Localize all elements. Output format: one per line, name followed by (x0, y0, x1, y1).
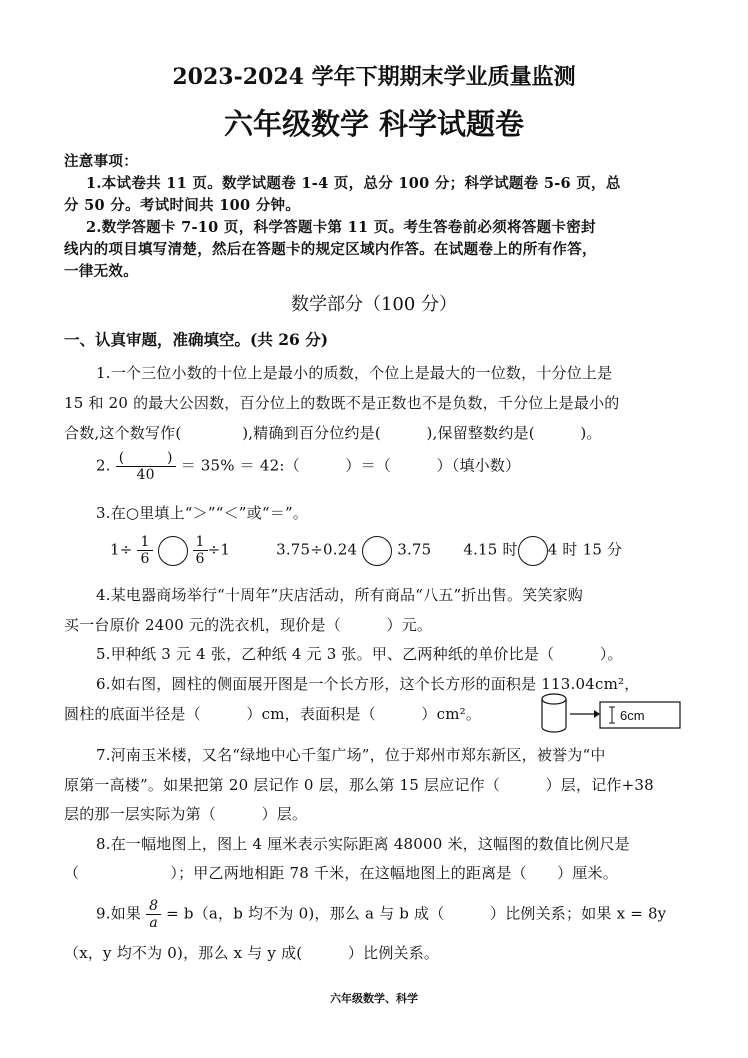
q3-a-num: 1 (137, 534, 152, 551)
q3-a-fraction (137, 534, 152, 567)
q7-line-1: 7.河南玉米楼，又名“绿地中心千玺广场”，位于郑州市郑东新区，被誉为“中 (96, 746, 606, 764)
q3-text: 3.在○里填上“＞”“＜”或“＝”。 (96, 504, 309, 522)
q6-line-2: 圆柱的底面半径是（ ）cm，表面积是（ ）cm²。 (64, 705, 482, 723)
q4-line-2: 买一台原价 2400 元的洗衣机，现价是（ ）元。 (64, 616, 433, 634)
q3-a-den: 6 (140, 551, 150, 567)
q3-b-right: ÷1 (207, 540, 231, 559)
q3-items (110, 534, 622, 567)
notes-heading: 注意事项： (64, 153, 138, 170)
q9-num: 8 (146, 898, 161, 915)
q3-b-den: 6 (195, 551, 205, 567)
q3-c-left: 3.75÷0.24 (276, 540, 358, 559)
exam-subtitle: 六年级数学 科学试题卷 (223, 107, 525, 141)
q3-b-fraction (193, 534, 208, 567)
q9-line-2: （x，y 均不为 0)，那么 x 与 y 成( ）比例关系。 (64, 944, 440, 962)
q1-line-3: 合数,这个数写作( ),精确到百分位约是( ),保留整数约是( )。 (64, 424, 602, 442)
q5-line-1: 5.甲种纸 3 元 4 张，乙种纸 4 元 3 张。甲、乙两种纸的单价比是（ ）。 (96, 645, 623, 663)
cylinder-figure (540, 692, 690, 736)
note-2-line-3: 一律无效。 (64, 263, 138, 280)
note-1-line-2: 分 50 分。考试时间共 100 分钟。 (64, 197, 301, 214)
q1-line-1: 1.一个三位小数的十位上是最小的质数，个位上是最大的一位数，十分位上是 (96, 364, 613, 382)
q9-prefix: 9.如果 (96, 904, 142, 923)
q7-line-3: 层的那一层实际为第（ ）层。 (64, 805, 308, 823)
q3-circle-c[interactable] (518, 536, 548, 566)
exam-title: 2023-2024 学年下期期末学业质量监测 (172, 64, 576, 90)
note-2-line-1: 2.数学答题卡 7-10 页，科学答题卡第 11 页。考生答卷前必须将答题卡密封 (86, 219, 596, 236)
q3-d-left: 4.15 时 (463, 540, 518, 559)
q9-line-1 (96, 898, 666, 931)
q3-b-num: 1 (193, 534, 208, 551)
q9-den: a (149, 915, 158, 931)
question-2 (96, 450, 520, 483)
q2-rest: ＝ 35% ＝ 42:（ ）＝（ ）（填小数） (180, 456, 521, 475)
q4-line-1: 4.某电器商场举行“十周年”庆店活动，所有商品“八五”折出售。笑笑家购 (96, 586, 583, 604)
q3-circle-a[interactable] (158, 536, 188, 566)
note-1-line-1: 1.本试卷共 11 页。数学试题卷 1-4 页，总分 100 分；科学试题卷 5-6 页，总 (86, 175, 621, 192)
part-1-heading: 一、认真审题，准确填空。(共 26 分) (64, 330, 329, 349)
section-title: 数学部分（100 分） (290, 294, 458, 315)
q8-line-2: （ ）；甲乙两地相距 78 千米，在这幅地图上的距离是（ ）厘米。 (64, 864, 618, 882)
arrow-head-icon (594, 710, 600, 718)
q3-d-right: 4 时 15 分 (547, 540, 623, 559)
q3-circle-b[interactable] (362, 536, 392, 566)
q6-line-1: 6.如右图，圆柱的侧面展开图是一个长方形，这个长方形的面积是 113.04cm²， (96, 675, 640, 693)
q1-line-2: 15 和 20 的最大公因数，百分位上的数既不是正数也不是负数，千分位上是最小的 (64, 394, 620, 412)
q3-a-left: 1÷ (110, 540, 133, 559)
rectangle-label: 6cm (620, 708, 645, 723)
q7-line-2: 原第一高楼”。如果把第 20 层记作 0 层，那么第 15 层应记作（ ）层，记作+38 (64, 776, 654, 794)
note-2-line-2: 线内的项目填写清楚，然后在答题卡的规定区域内作答。在试题卷上的所有作答， (64, 241, 597, 258)
q2-numerator: ( ) (116, 450, 176, 467)
q3-c-right: 3.75 (397, 540, 432, 559)
page-footer: 六年级数学、科学 (330, 992, 418, 1005)
q9-fraction (146, 898, 161, 931)
q2-prefix: 2. (96, 456, 111, 475)
q8-line-1: 8.在一幅地图上，图上 4 厘米表示实际距离 48000 米，这幅图的数值比例尺是 (96, 835, 630, 853)
q2-fraction (116, 450, 176, 483)
q2-denominator: 40 (136, 467, 155, 483)
q9-mid: = b（a，b 均不为 0)，那么 a 与 b 成（ ）比例关系；如果 x = 8y (166, 904, 667, 923)
cylinder-icon (542, 694, 566, 732)
